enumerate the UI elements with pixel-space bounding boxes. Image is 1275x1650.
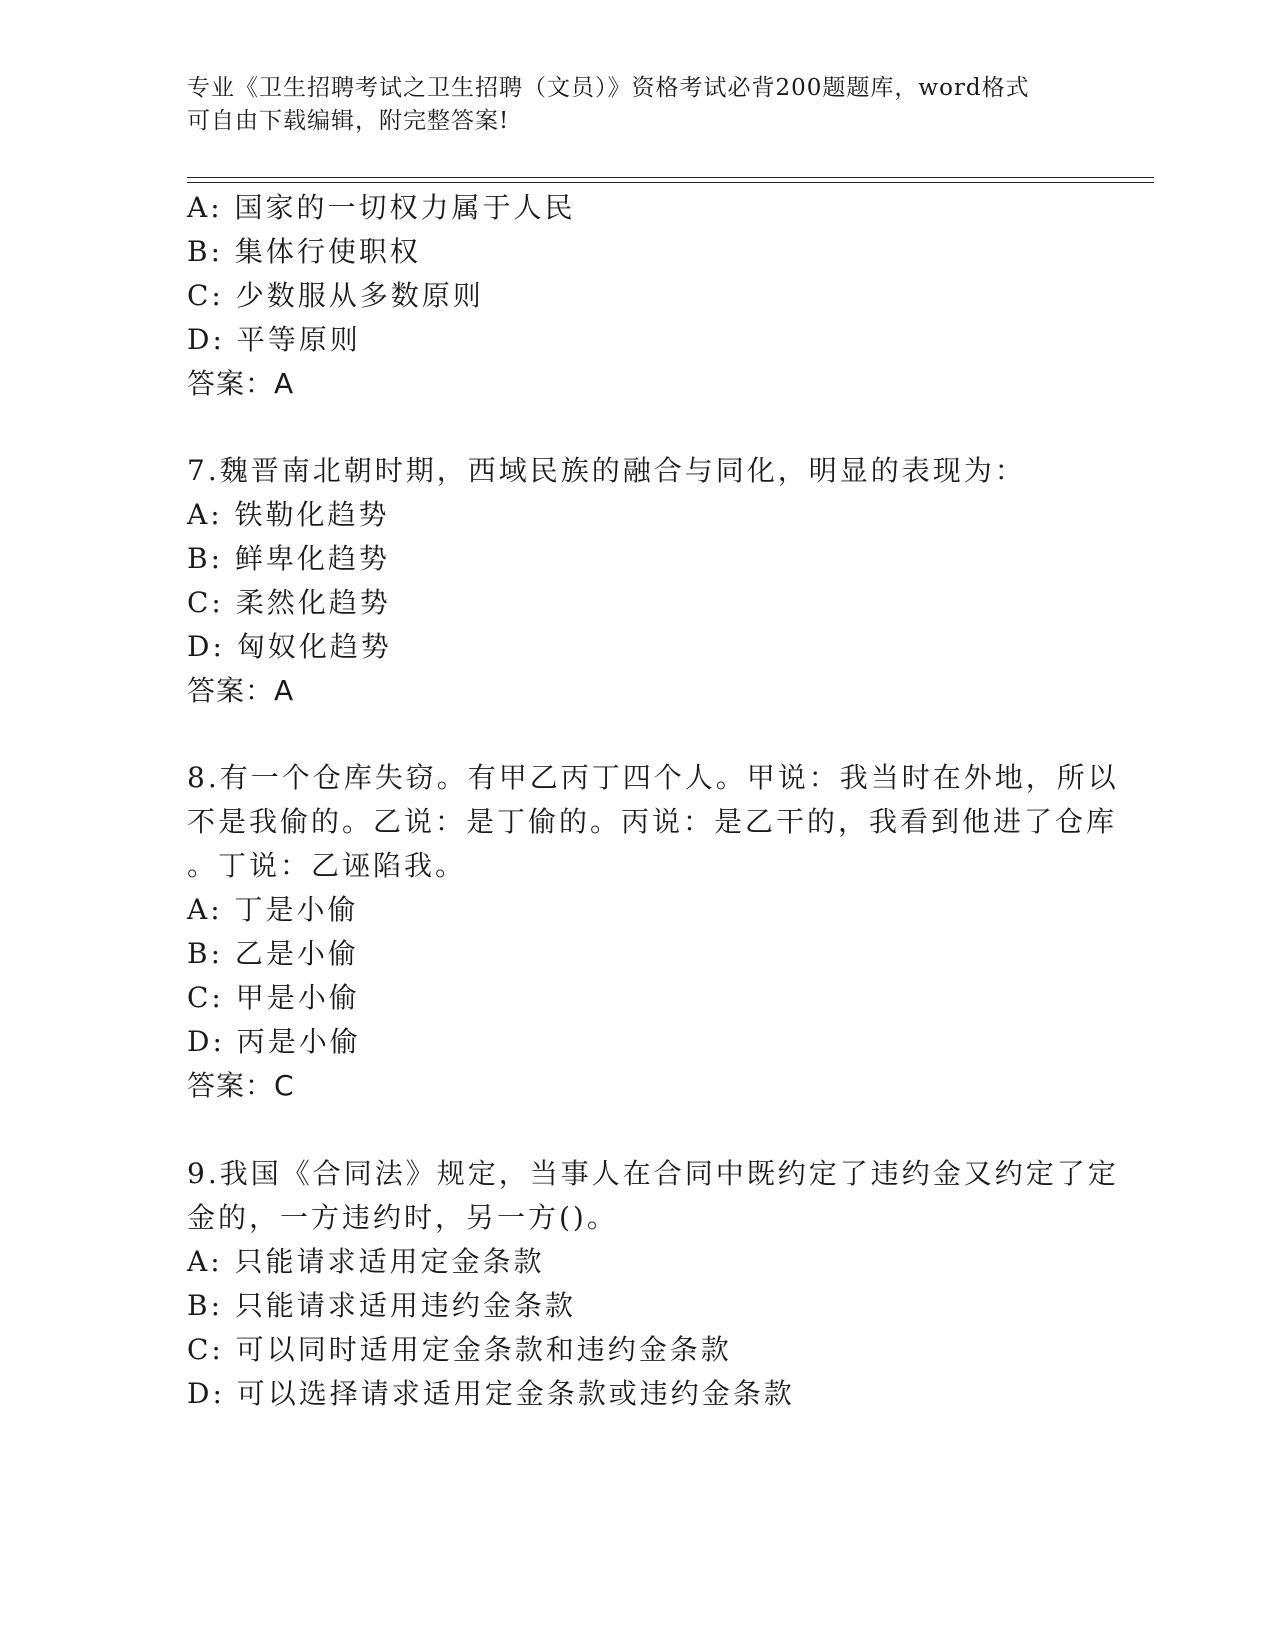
q8-option-c: C: 甲是小偷 [187, 981, 360, 1014]
q7-option-c: C: 柔然化趋势 [187, 586, 391, 619]
q8-option-d: D: 丙是小偷 [187, 1025, 361, 1058]
q9-stem-line-1: 9.我国《合同法》规定，当事人在合同中既约定了违约金又约定了定 [187, 1157, 1119, 1190]
q7-stem: 7.魏晋南北朝时期，西域民族的融合与同化，明显的表现为： [187, 454, 1026, 487]
q7-option-a: A: 铁勒化趋势 [187, 498, 390, 531]
q8-option-b: B: 乙是小偷 [187, 937, 359, 970]
header-line-1: 专业《卫生招聘考试之卫生招聘（文员）》资格考试必背200题题库，word格式 [187, 75, 1030, 101]
document-header [187, 72, 1087, 138]
q9-option-b: B: 只能请求适用违约金条款 [187, 1289, 576, 1322]
q6-option-b: B: 集体行使职权 [187, 235, 421, 268]
q7-option-d: D: 匈奴化趋势 [187, 630, 392, 663]
q7-answer: 答案：A [187, 674, 295, 707]
q9-option-c: C: 可以同时适用定金条款和违约金条款 [187, 1333, 732, 1366]
header-line-2: 可自由下载编辑，附完整答案! [187, 108, 510, 134]
q8-option-a: A: 丁是小偷 [187, 893, 359, 926]
q6-option-d: D: 平等原则 [187, 323, 361, 356]
q6-answer: 答案：A [187, 367, 295, 400]
header-divider-bottom [187, 182, 1154, 183]
q8-stem-line-1: 8.有一个仓库失窃。有甲乙丙丁四个人。甲说：我当时在外地，所以 [187, 761, 1119, 794]
header-divider-top [187, 177, 1154, 178]
q8-stem-line-2: 不是我偷的。乙说：是丁偷的。丙说：是乙干的，我看到他进了仓库 [187, 805, 1118, 838]
q6-option-a: A: 国家的一切权力属于人民 [187, 191, 576, 224]
q8-stem-line-3: 。丁说：乙诬陷我。 [187, 849, 467, 882]
q7-option-b: B: 鲜卑化趋势 [187, 542, 390, 575]
q8-answer: 答案：C [187, 1069, 295, 1102]
q9-stem-line-2: 金的，一方违约时，另一方()。 [187, 1201, 618, 1234]
q9-option-a: A: 只能请求适用定金条款 [187, 1245, 545, 1278]
q9-option-d: D: 可以选择请求适用定金条款或违约金条款 [187, 1377, 795, 1410]
q6-option-c: C: 少数服从多数原则 [187, 279, 484, 312]
